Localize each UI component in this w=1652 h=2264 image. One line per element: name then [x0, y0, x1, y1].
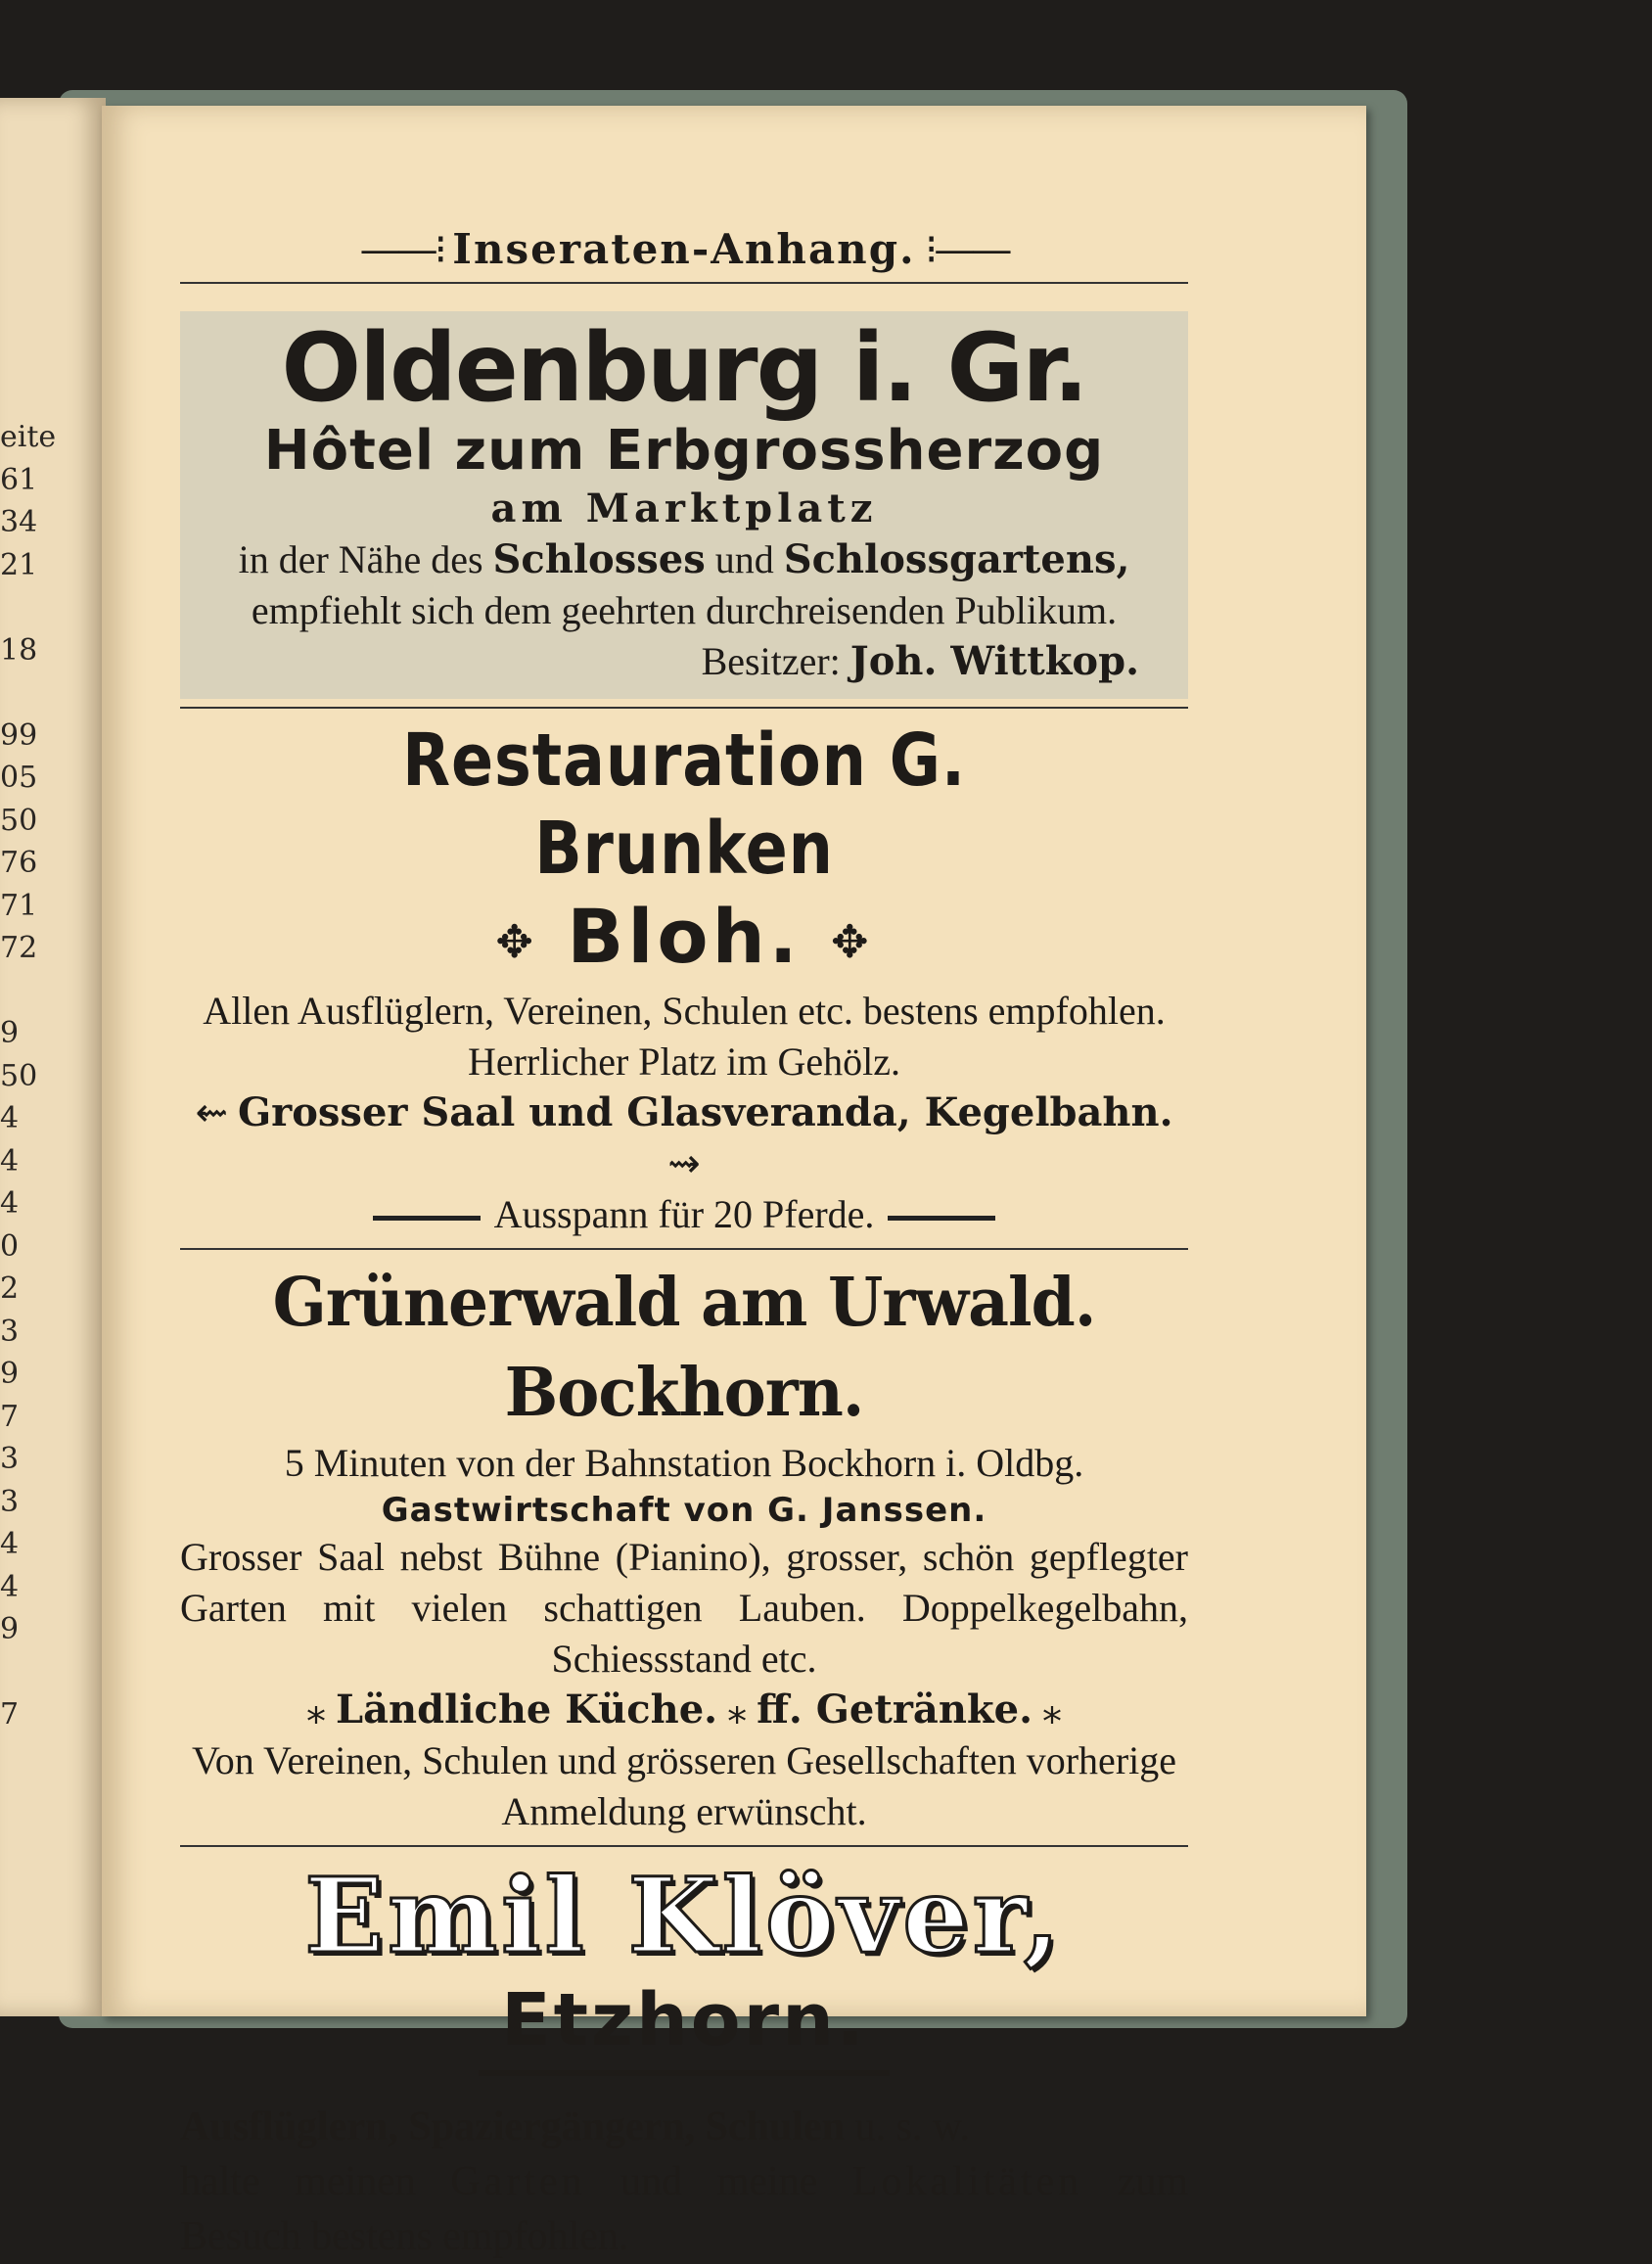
ad-kloever-text — [180, 2100, 1188, 2264]
ad-gruenerwald-line4: ⁎ Ländliche Küche. ⁎ ff. Getränke. ⁎ — [305, 1686, 1062, 1733]
ad-oldenburg-city: Oldenburg i. Gr. — [281, 313, 1087, 423]
left-page-number: 61 — [0, 462, 38, 497]
ad-oldenburg-owner: Besitzer: Joh. Wittkop. — [701, 638, 1139, 684]
left-page-number: 4 — [0, 1186, 20, 1221]
left-page-number: 4 — [0, 1101, 20, 1135]
ad-kloever-line3: Besuch bestens empfohlen. — [180, 2214, 629, 2259]
ad-kloever-line1: Ausflüglern, Spaziergängern, Schulen u. s. w. — [180, 2104, 971, 2149]
arrow-ornament-icon: ⇜ — [195, 1090, 238, 1134]
ornament-icon: ✥ — [495, 915, 537, 968]
left-page-number: 34 — [0, 505, 38, 539]
left-page-number: 99 — [0, 717, 38, 753]
ad-gruenerwald-line5: Von Vereinen, Schulen und grösseren Gesellschaften vorherige Anmeldung erwünscht. — [191, 1738, 1176, 1833]
ad-oldenburg-line1: in der Nähe des Schlosses und Schlossgartens, — [238, 536, 1130, 582]
ad-kloever-line2: halte meinen Garten und meine Lokalitäten zum — [180, 2159, 1189, 2204]
page-header — [180, 223, 1188, 284]
arrow-ornament-icon: ⇝ — [667, 1141, 701, 1185]
ad-brunken-line1: Allen Ausflüglern, Vereinen, Schulen etc. bestens empfohlen. — [203, 989, 1166, 1033]
left-page — [0, 98, 106, 2016]
left-page-numbers — [0, 416, 57, 1736]
star-ornament-icon: ⁎ — [305, 1687, 336, 1732]
divider — [180, 1845, 1188, 1847]
ad-oldenburg-location: am Marktplatz — [490, 485, 878, 531]
ad-kloever — [180, 1855, 1188, 2264]
left-page-number: 4 — [0, 1569, 20, 1604]
left-page-number: 3 — [0, 1484, 20, 1519]
ad-oldenburg-line2: empfiehlt sich dem geehrten durchreisenden Publikum. — [251, 588, 1118, 632]
ad-kloever-place: Etzhorn. — [501, 1978, 867, 2062]
left-page-number: 76 — [0, 846, 38, 880]
left-page-number: 18 — [0, 632, 38, 668]
left-page-number: 3 — [0, 1314, 20, 1349]
right-page — [102, 106, 1366, 2259]
ad-brunken-line3: ⇜ Grosser Saal und Glasveranda, Kegelbahn. ⇝ — [195, 1089, 1173, 1185]
short-divider — [479, 2070, 890, 2076]
left-page-number: 3 — [0, 1442, 20, 1476]
star-ornament-icon: ⁎ — [1042, 1687, 1062, 1732]
left-page-number: 9 — [0, 1016, 20, 1050]
left-page-number: 72 — [0, 931, 38, 965]
left-page-number: 2 — [0, 1271, 20, 1306]
bar-ornament — [888, 1216, 995, 1221]
ad-brunken-line4: Ausspann für 20 Pferde. — [180, 1189, 1188, 1240]
left-page-number: 71 — [0, 888, 38, 923]
page-content — [180, 223, 1188, 2264]
header-title: Inseraten-Anhang. — [452, 225, 916, 273]
left-page-number — [0, 671, 39, 715]
left-page-number: 50 — [0, 1058, 38, 1093]
left-page-number: 21 — [0, 547, 38, 582]
ad-gruenerwald-line2: Gastwirtschaft von G. Janssen. — [381, 1491, 987, 1530]
ad-gruenerwald-line3: Grosser Saal nebst Bühne (Pianino), grosser, schön gepflegter Garten mit vielen schattigen Lauben. Doppelkegelbahn, Schiessstand etc. — [180, 1535, 1188, 1681]
left-page-number: 4 — [0, 1143, 20, 1178]
left-page-number: 9 — [0, 1357, 20, 1391]
left-page-number — [0, 970, 39, 1013]
star-ornament-icon: ⁎ — [727, 1687, 757, 1732]
divider — [180, 1248, 1188, 1250]
ad-gruenerwald — [180, 1258, 1188, 1837]
ad-oldenburg-hotel: Hôtel zum Erbgrossherzog — [263, 419, 1105, 483]
left-page-number: 0 — [0, 1228, 20, 1264]
left-page-number: 4 — [0, 1527, 20, 1561]
left-page-number — [0, 586, 39, 629]
left-page-number: eite — [0, 420, 57, 454]
ad-oldenburg — [180, 311, 1188, 699]
left-page-number: 9 — [0, 1612, 20, 1646]
left-page-number: 7 — [0, 1399, 20, 1434]
header-ornament-left: ——⁝ — [359, 225, 453, 273]
ornament-icon: ✥ — [831, 915, 873, 968]
left-page-number: 05 — [0, 761, 38, 795]
ad-brunken-place: ✥ Bloh. ✥ — [495, 893, 873, 980]
left-page-number: 7 — [0, 1697, 20, 1732]
header-ornament-right: ⁝—— — [915, 225, 1009, 273]
ad-gruenerwald-line1: 5 Minuten von der Bahnstation Bockhorn i. Oldbg. — [284, 1441, 1084, 1485]
left-page-number: 50 — [0, 803, 38, 838]
ad-gruenerwald-title: Grünerwald am Urwald. Bockhorn. — [272, 1264, 1096, 1432]
left-page-number — [0, 1651, 39, 1694]
ad-brunken-line2: Herrlicher Platz im Gehölz. — [467, 1040, 901, 1084]
ad-kloever-name: Emil Klöver, — [304, 1854, 1064, 1976]
ad-brunken — [180, 716, 1188, 1240]
divider — [180, 707, 1188, 709]
ad-brunken-title: Restauration G. Brunken — [402, 718, 966, 891]
bar-ornament — [373, 1216, 481, 1221]
